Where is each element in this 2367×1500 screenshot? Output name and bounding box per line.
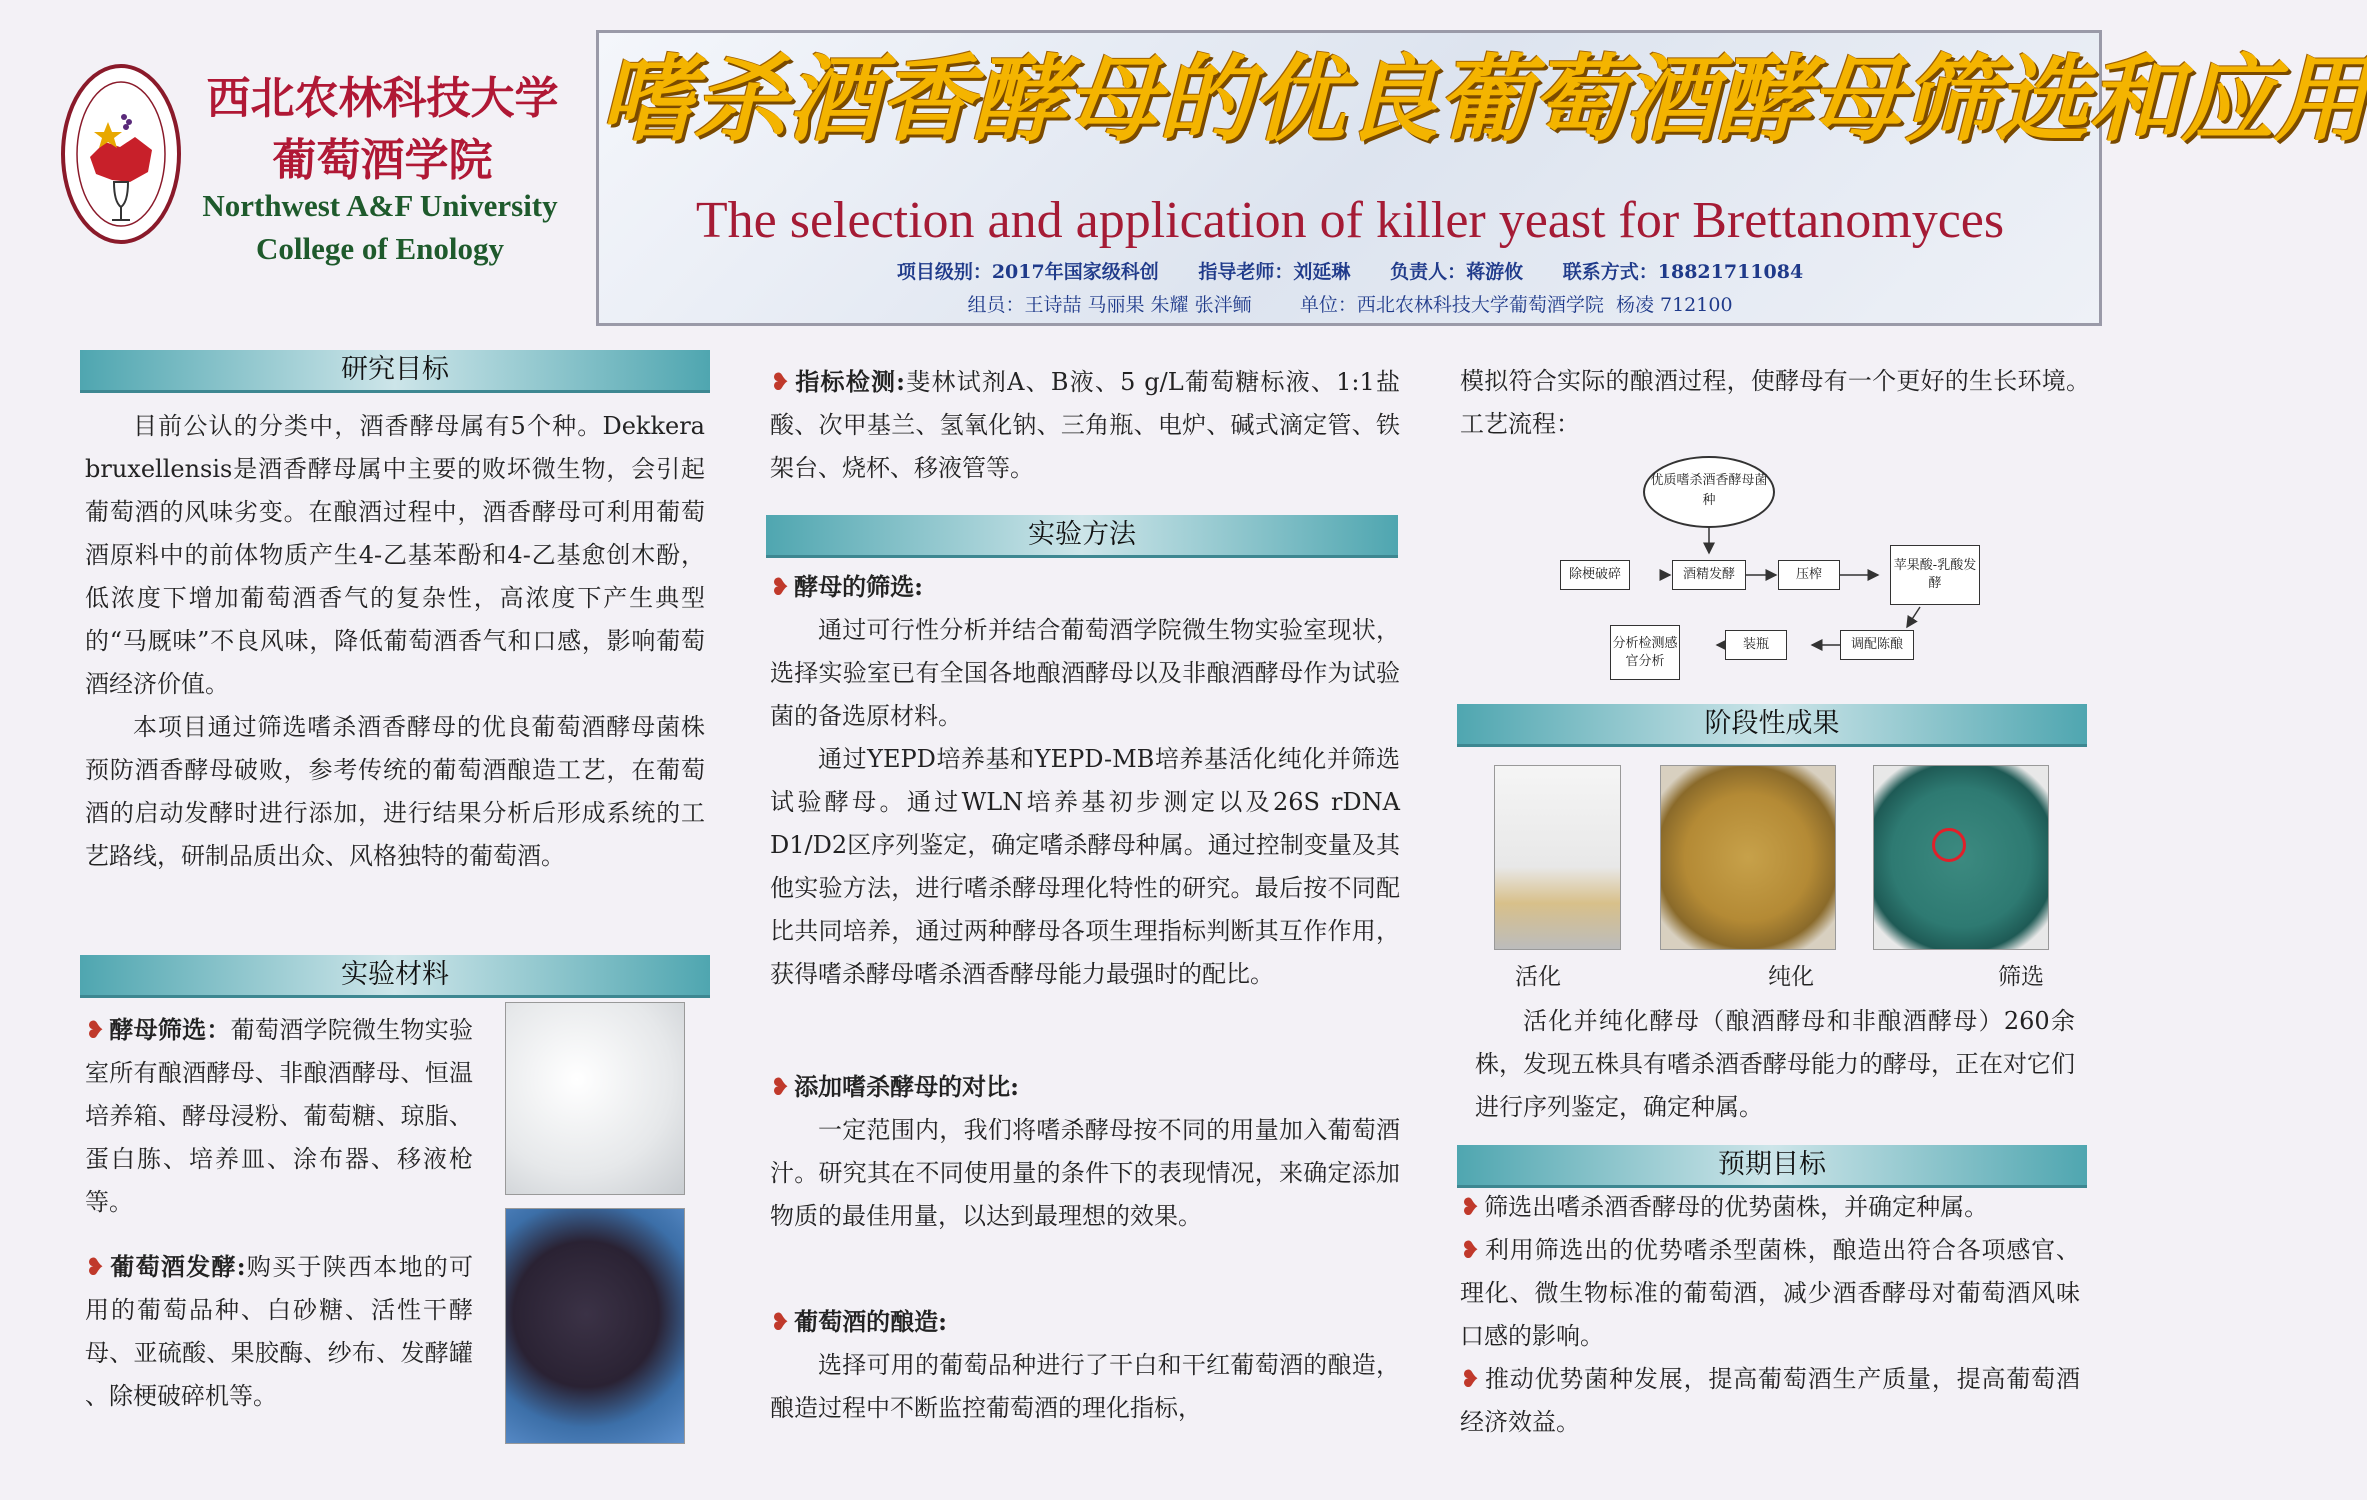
- flow-start-node: 优质嗜杀酒香酵母菌种: [1643, 456, 1775, 528]
- college-en: College of Enology: [256, 231, 504, 266]
- mat1-text: 葡萄酒学院微生物实验室所有酿酒酵母、非酿酒酵母、恒温培养箱、酵母浸粉、葡萄糖、琼脂、蛋白胨、培养皿、涂布器、移液枪等。: [85, 1016, 474, 1216]
- highlight-circle: [1932, 828, 1966, 862]
- heart-icon: ❥: [770, 1073, 791, 1101]
- flow-step: 压榨: [1778, 560, 1840, 590]
- detection-materials: [770, 360, 1400, 490]
- project-info-line1: 项目级别：2017年国家级科创 指导老师：刘延琳 负责人：蒋游攸 联系方式：18821711084: [896, 261, 1804, 283]
- compare-label: 添加嗜杀酵母的对比:: [794, 1072, 1019, 1101]
- process-intro: 模拟符合实际的酿酒过程，使酵母有一个更好的生长环境。工艺流程：: [1460, 367, 2090, 438]
- university-en: Northwest A&F University: [202, 188, 558, 223]
- section-materials: 实验材料: [80, 955, 710, 998]
- section-research-goal: 研究目标: [80, 350, 710, 393]
- flow-step: 装瓶: [1725, 630, 1787, 660]
- screen-paragraph-2: 通过YEPD培养基和YEPD-MB培养基活化纯化并筛选试验酵母。通过WLN培养基初步测定以及26S rDNA D1/D2区序列鉴定，确定嗜杀酵母种属。通过控制变量及其他实验方法，进行嗜杀酵母理化特性的研究。最后按不同配比共同培养，通过两种酵母各项生理指标判断其互作作用，获得嗜杀酵母嗜杀酒香酵母能力最强时的配比。: [770, 745, 1400, 988]
- expected-item: ❥ 筛选出嗜杀酒香酵母的优势菌株，并确定种属。: [1460, 1193, 1989, 1221]
- heart-icon: ❥: [1460, 1193, 1481, 1221]
- university-cn: 西北农林科技大学: [206, 73, 559, 124]
- caption-activation: 活化: [1515, 964, 1561, 990]
- heart-icon: ❥: [770, 1308, 791, 1336]
- detect-text: 斐林试剂A、B液、5 g/L葡萄糖标液、1:1盐酸、次甲基兰、氢氧化钠、三角瓶、电炉、碱式滴定管、铁架台、烧杯、移液管等。: [770, 368, 1400, 482]
- methods-compare: [770, 1065, 1400, 1238]
- expected-goals-list: [1460, 1186, 2080, 1444]
- title-en: The selection and application of killer yeast for Brettanomyces: [695, 192, 2005, 249]
- materials-yeast: [85, 1008, 473, 1224]
- flow-step: 分析检测感官分析: [1610, 625, 1680, 680]
- petri-dish-photo: [1660, 765, 1836, 950]
- heart-icon: ❥: [85, 1016, 106, 1044]
- flow-step: 调配陈酿: [1840, 630, 1914, 660]
- flow-step: 苹果酸-乳酸发酵: [1890, 545, 1980, 605]
- screen-paragraph-1: 通过可行性分析并结合葡萄酒学院微生物实验室现状，选择实验室已有全国各地酿酒酵母以及非酿酒酵母作为试验菌的备选原材料。: [770, 616, 1400, 730]
- flow-step: 酒精发酵: [1672, 560, 1746, 590]
- title-cn: 嗜杀酒香酵母的优良葡萄酒酵母筛选和应用: [600, 46, 2367, 155]
- screening-dish-photo: [1873, 765, 2049, 950]
- caption-screening: 筛选: [1998, 964, 2044, 990]
- university-name-en: [180, 184, 580, 270]
- methods-screening: [770, 565, 1400, 996]
- detect-label: 指标检测:: [794, 367, 906, 396]
- heart-icon: ❥: [770, 573, 791, 601]
- heart-icon: ❥: [1460, 1236, 1481, 1264]
- goal-paragraph-1: 目前公认的分类中，酒香酵母属有5个种。Dekkera bruxellensis是酒香酵母属中主要的败坏微生物，会引起葡萄酒的风味劣变。在酿酒过程中，酒香酵母可利用葡萄酒原料中的前体物质产生4-乙基苯酚和4-乙基愈创木酚，低浓度下增加葡萄酒香气的复杂性，高浓度下产生典型的“马厩味”不良风味，降低葡萄酒香气和口感，影响葡萄酒经济价值。: [85, 412, 705, 698]
- mat2-text: 购买于陕西本地的可用的葡萄品种、白砂糖、活性干酵母、亚硫酸、果胶酶、纱布、发酵罐 、除梗破碎机等。: [85, 1253, 474, 1410]
- section-methods: 实验方法: [766, 515, 1398, 558]
- college-cn: 葡萄酒学院: [272, 135, 493, 186]
- materials-wine: [85, 1245, 473, 1418]
- research-goal-body: [85, 405, 705, 878]
- flow-step: 除梗破碎: [1560, 560, 1630, 590]
- grapes-photo: [505, 1208, 685, 1444]
- screen-label: 酵母的筛选:: [794, 572, 923, 601]
- section-results: 阶段性成果: [1457, 704, 2087, 747]
- results-paragraph: 活化并纯化酵母（酿酒酵母和非酿酒酵母）260余株，发现五株具有嗜杀酒香酵母能力的酵母，正在对它们进行序列鉴定，确定种属。: [1475, 1007, 2075, 1121]
- methods-brewing: [770, 1300, 1400, 1430]
- caption-purification: 纯化: [1768, 964, 1814, 990]
- heart-icon: ❥: [770, 368, 791, 396]
- brew-paragraph: 选择可用的葡萄品种进行了干白和干红葡萄酒的酿造，酿造过程中不断监控葡萄酒的理化指标，: [770, 1351, 1400, 1422]
- expected-item: ❥ 利用筛选出的优势嗜杀型菌株，酿造出符合各项感官、理化、微生物标准的葡萄酒，减少酒香酵母对葡萄酒风味口感的影响。: [1460, 1236, 2080, 1350]
- goal-paragraph-2: 本项目通过筛选嗜杀酒香酵母的优良葡萄酒酵母菌株预防酒香酵母破败，参考传统的葡萄酒酿造工艺，在葡萄酒的启动发酵时进行添加，进行结果分析后形成系统的工艺路线，研制品质出众、风格独特的葡萄酒。: [85, 713, 705, 870]
- expected-item: ❥ 推动优势菌种发展，提高葡萄酒生产质量，提高葡萄酒经济效益。: [1460, 1365, 2080, 1436]
- college-logo: [60, 62, 182, 247]
- compare-paragraph: 一定范围内，我们将嗜杀酵母按不同的用量加入葡萄酒汁。研究其在不同使用量的条件下的表现情况，来确定添加物质的最佳用量，以达到最理想的效果。: [770, 1116, 1400, 1230]
- tubes-photo: [1494, 765, 1621, 950]
- brew-label: 葡萄酒的酿造:: [794, 1307, 947, 1336]
- heart-icon: ❥: [85, 1253, 106, 1281]
- mat1-label: 酵母筛选：: [109, 1015, 231, 1044]
- university-name-cn: [185, 68, 580, 192]
- project-info-line2: 组员：王诗喆 马丽果 朱耀 张泮鲕 单位：西北农林科技大学葡萄酒学院 杨凌 712100: [967, 294, 1733, 316]
- agar-plate-photo: [505, 1002, 685, 1195]
- mat2-label: 葡萄酒发酵:: [109, 1252, 246, 1281]
- heart-icon: ❥: [1460, 1365, 1481, 1393]
- section-expected: 预期目标: [1457, 1145, 2087, 1188]
